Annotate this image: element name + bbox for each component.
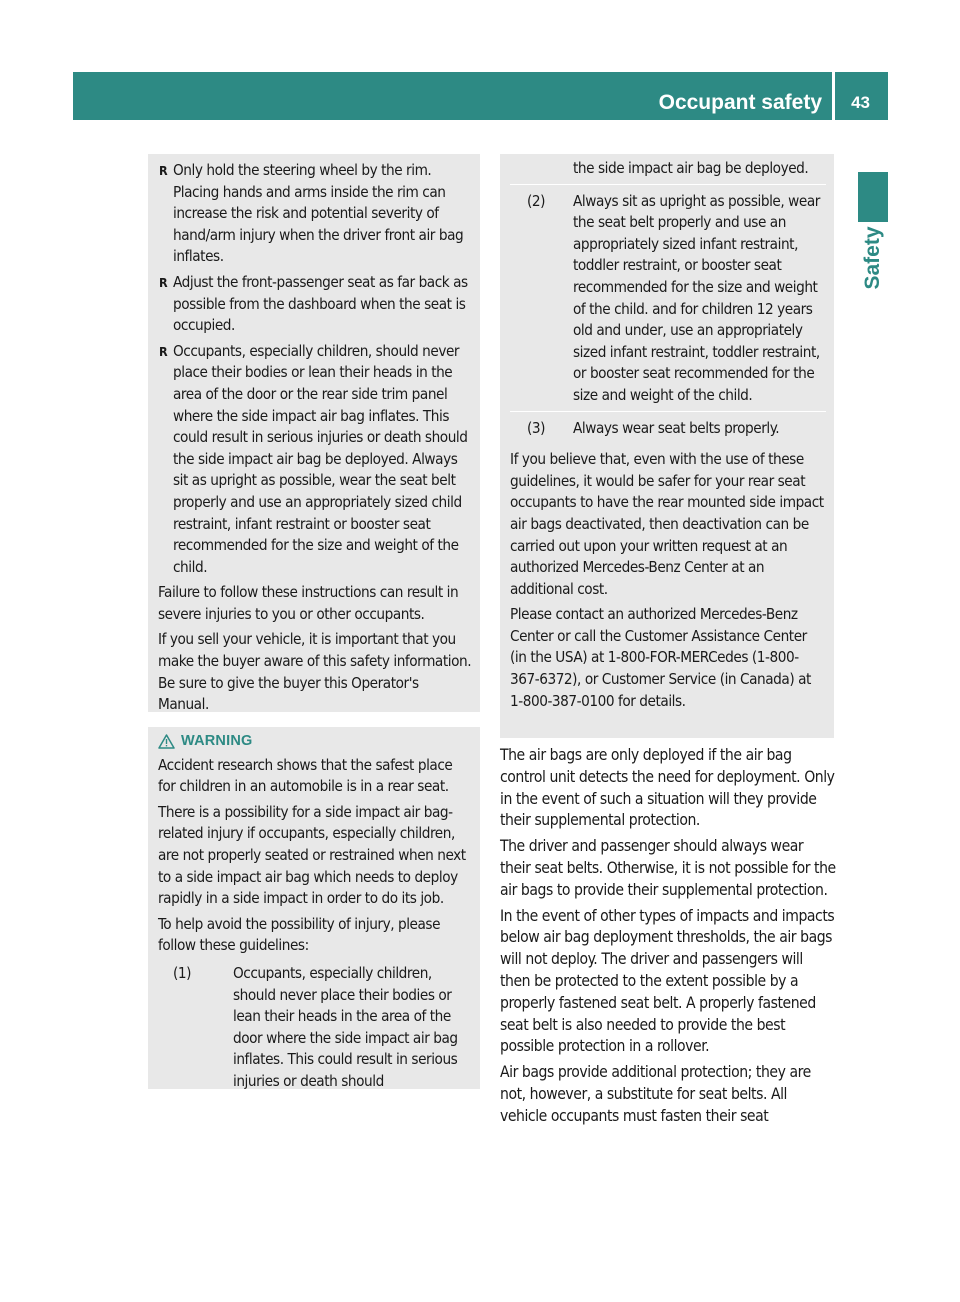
section-label: Safety — [861, 226, 884, 290]
guideline-list — [158, 963, 472, 1093]
list-item — [158, 963, 472, 1093]
list-number: (2) — [527, 191, 546, 210]
list-number: (3) — [527, 418, 546, 437]
warning-title: WARNING — [181, 733, 253, 749]
page-header — [73, 72, 888, 120]
list-item — [510, 418, 826, 444]
paragraph: Accident research shows that the safest place for children in an automobile is in a rear seat. — [158, 755, 453, 796]
paragraph: Air bags provide additional protection; they are not, however, a substitute for seat belts. All vehicle occupants must fasten their seat — [500, 1063, 811, 1125]
list-item — [510, 191, 826, 412]
warning-triangle-icon — [158, 734, 175, 749]
warning-header — [158, 731, 472, 753]
list-number: (1) — [173, 963, 192, 982]
list-text: Occupants, especially children, should never place their bodies or lean their heads in the area of the door where the side impact air bag inflates. This could result in serious injuries or death should — [233, 963, 458, 1090]
list-item-continued — [510, 158, 826, 185]
bullet-text: Occupants, especially children, should never place their bodies or lean their heads in the area of the door or the rear side trim panel where the side impact air bag inflates. This could result in serious injuries or death should the side impact air bag be deployed. Always sit as upright as possible, wear the seat belt properly and use an appropriately sized child restraint, infant restraint or booster seat recommended for the size and weight of the child. — [173, 341, 468, 576]
right-info-box — [500, 154, 834, 738]
bullet-text: Adjust the front-passenger seat as far back as possible from the dashboard when the seat is occupied. — [173, 272, 468, 335]
header-title: Occupant safety — [658, 91, 822, 114]
paragraph: Failure to follow these instructions can result in severe injuries to you or other occupants. — [158, 583, 459, 623]
paragraph: The driver and passenger should always wear their seat belts. Otherwise, it is not possible for the air bags to provide their supplemental protection. — [500, 837, 836, 899]
guideline-list-continued — [510, 158, 826, 443]
paragraph: The air bags are only deployed if the air bag control unit detects the need for deployment. Only in the event of such a situation will they provide their supplemental protection. — [500, 746, 835, 830]
paragraph: If you sell your vehicle, it is important that you make the buyer aware of this safety information. Be sure to give the buyer this Operator's Manual. — [158, 630, 472, 714]
warning-box — [148, 727, 480, 1089]
bullet-item — [158, 272, 472, 337]
paragraph: To help avoid the possibility of injury, please follow these guidelines: — [158, 914, 441, 955]
paragraph: In the event of other types of impacts and impacts below air bag deployment thresholds, the air bags will not deploy. The driver and passengers will then be protected to the extent possible by a properly fastened seat belt. A properly fastened seat belt is also needed to provide the best possible protection in a rollover. — [500, 906, 835, 1056]
left-info-box — [148, 154, 480, 712]
bullet-text: Only hold the steering wheel by the rim. Placing hands and arms inside the rim can increase the risk and potential severity of hand/arm injury when the driver front air bag inflates. — [173, 161, 464, 266]
list-text: Always sit as upright as possible, wear the seat belt properly and use an appropriately sized infant restraint, toddler restraint, or booster seat recommended for the size and weight of the child. and for children 12 years old and under, use an appropriately sized infant restraint, toddler restraint, or booster seat recommended for the size and weight of the child. — [573, 191, 820, 404]
body-text — [500, 745, 836, 1132]
header-separator — [832, 72, 835, 120]
bullet-item — [158, 341, 472, 579]
paragraph: There is a possibility for a side impact air bag-related injury if occupants, especially children, are not properly seated or restrained when next to a side impact air bag which needs to deploy rapidly in a side impact in order to do its job. — [158, 802, 466, 908]
paragraph: Please contact an authorized Mercedes-Benz Center or call the Customer Assistance Center (in the USA) at 1-800-FOR-MERCedes (1-800-367-6372), or Customer Service (in Canada) at 1-800-387-0100 for details. — [510, 605, 811, 710]
list-text: Always wear seat belts properly. — [573, 418, 780, 437]
page-number: 43 — [851, 93, 870, 112]
paragraph: If you believe that, even with the use of these guidelines, it would be safer for your rear seat occupants to have the rear mounted side impact air bags deactivated, then deactivation can be carried out upon your written request at an authorized Mercedes-Benz Center at an additional cost. — [510, 450, 824, 598]
list-text: the side impact air bag be deployed. — [573, 159, 809, 177]
bullet-item — [158, 160, 472, 268]
section-tab — [858, 172, 888, 222]
